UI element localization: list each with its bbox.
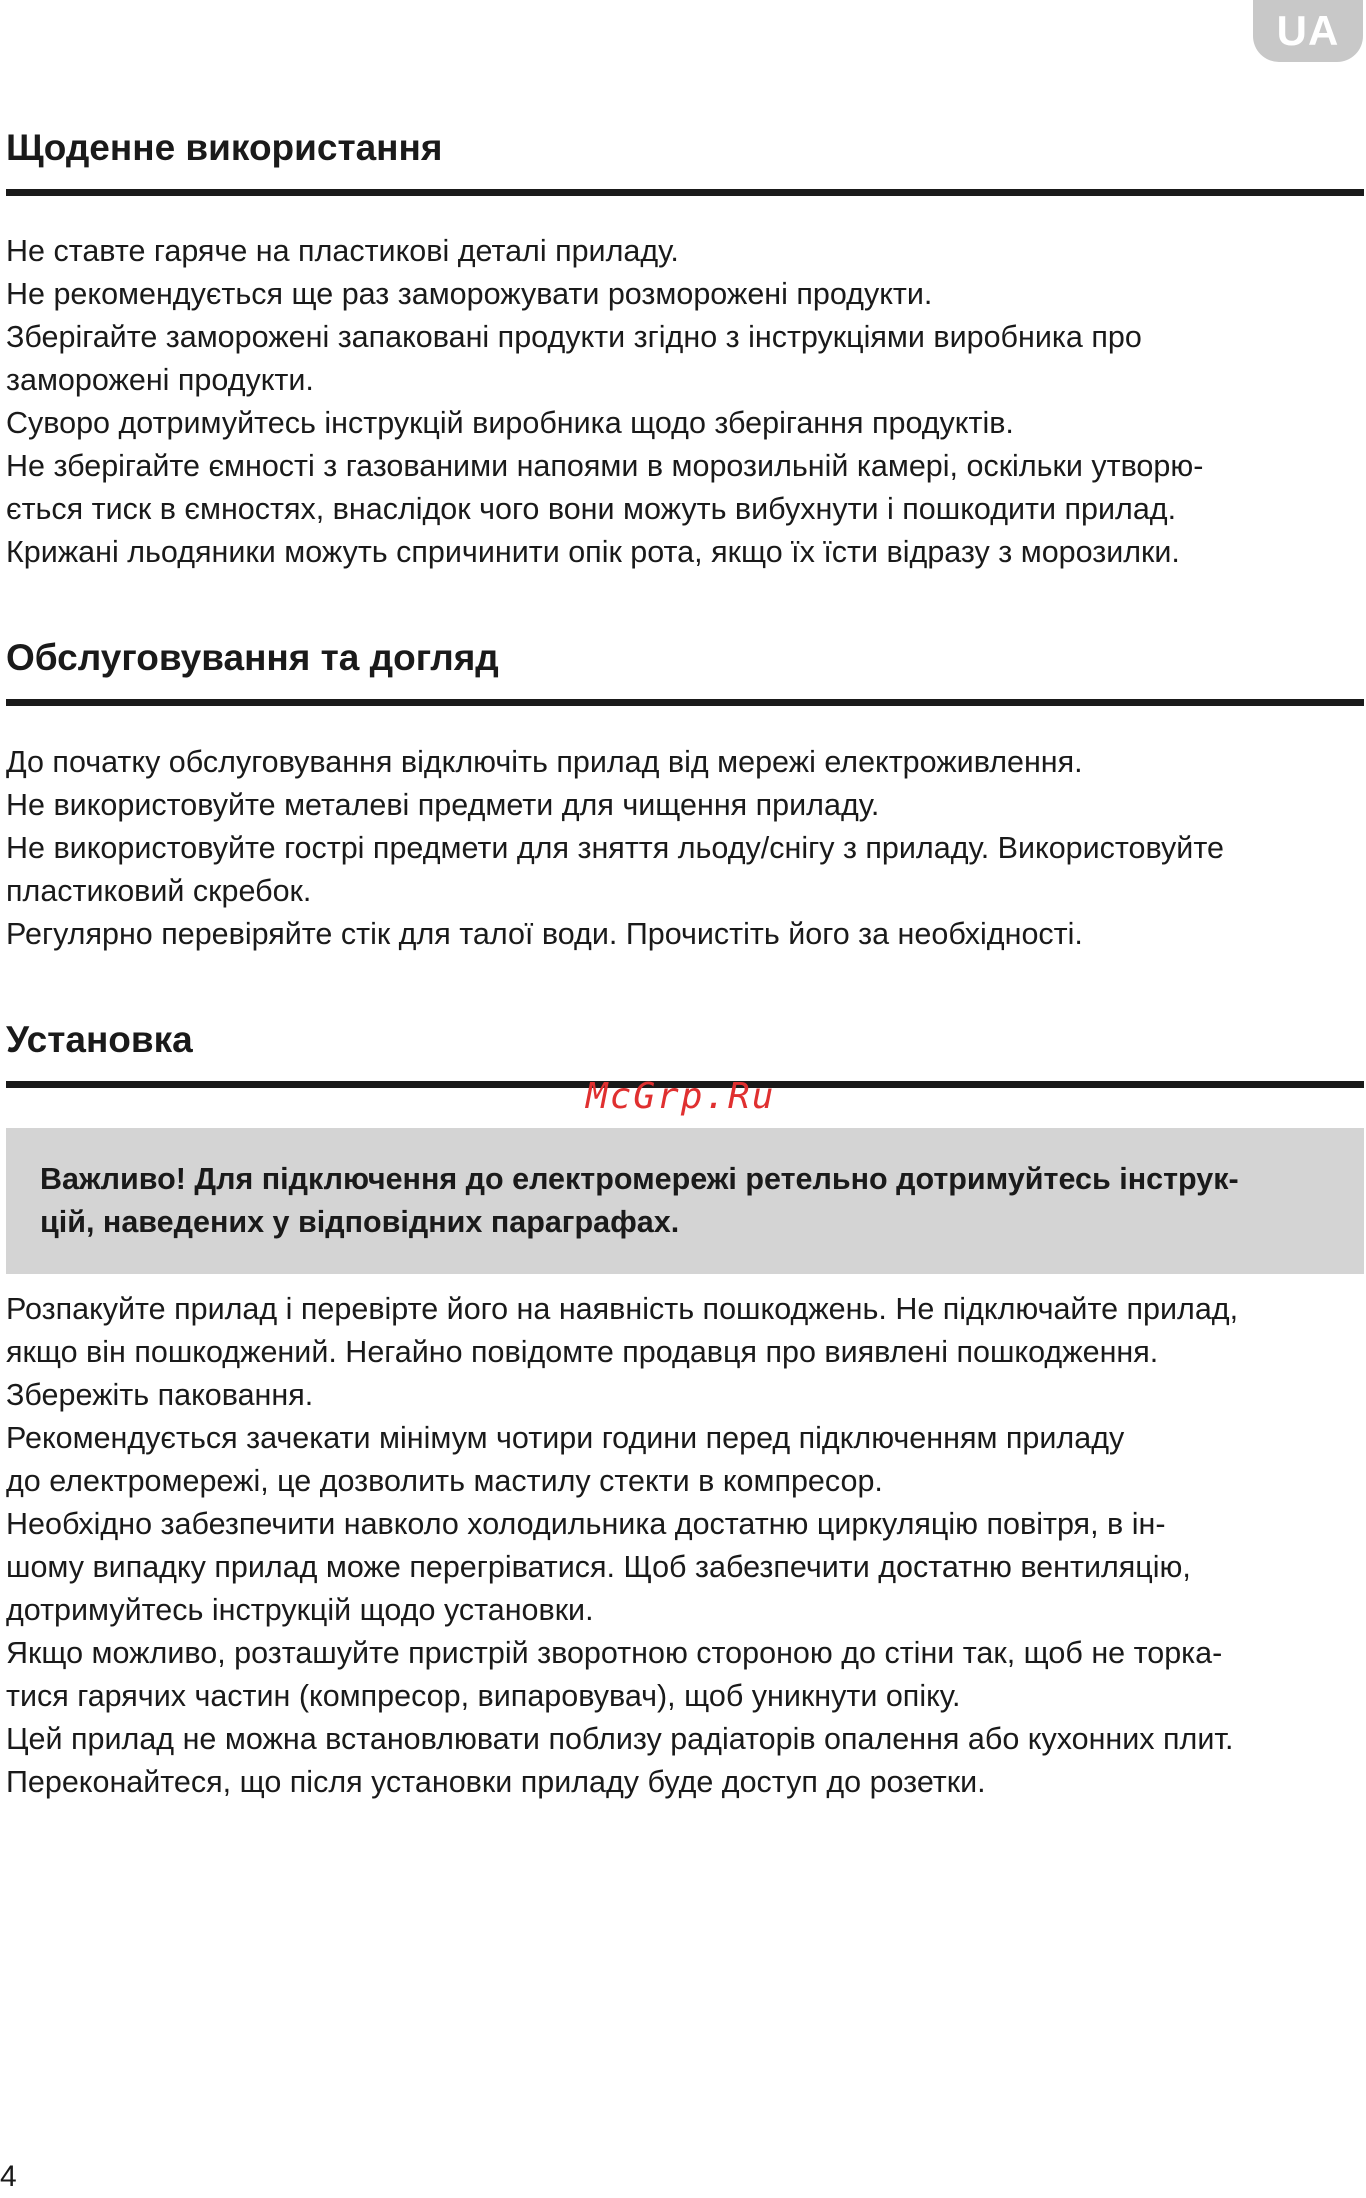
paragraph-line: Не ставте гаряче на пластикові деталі приладу. bbox=[6, 234, 679, 268]
paragraph-line: Крижані льодяники можуть спричинити опік рота, якщо їх їсти відразу з морозилки. bbox=[6, 535, 1180, 569]
daily-use-text bbox=[6, 230, 1366, 574]
language-badge: UA bbox=[1253, 0, 1363, 62]
paragraph-line: шому випадку прилад може перегріватися. Щоб забезпечити достатню вентиляцію, bbox=[6, 1550, 1191, 1584]
paragraph-line: Суворо дотримуйтесь інструкцій виробника щодо зберігання продуктів. bbox=[6, 406, 1014, 440]
paragraph-line: Регулярно перевіряйте стік для талої води. Прочистіть його за необхідності. bbox=[6, 917, 1083, 951]
paragraph-line: Якщо можливо, розташуйте пристрій зворотною стороною до стіни так, щоб не торка- bbox=[6, 1636, 1223, 1670]
paragraph-line: Не використовуйте металеві предмети для чищення приладу. bbox=[6, 788, 880, 822]
paragraph-line: Рекомендується зачекати мінімум чотири години перед підключенням приладу bbox=[6, 1421, 1125, 1455]
paragraph-line: Не використовуйте гострі предмети для зняття льоду/снігу з приладу. Використовуйте bbox=[6, 831, 1224, 865]
paragraph-line: тися гарячих частин (компресор, випаровувач), щоб уникнути опіку. bbox=[6, 1679, 961, 1713]
paragraph-line: до електромережі, це дозволить мастилу стекти в компресор. bbox=[6, 1464, 883, 1498]
paragraph-line: Не рекомендується ще раз заморожувати розморожені продукти. bbox=[6, 277, 933, 311]
paragraph-line: ється тиск в ємностях, внаслідок чого вони можуть вибухнути і пошкодити прилад. bbox=[6, 492, 1177, 526]
paragraph-line: Зберігайте заморожені запаковані продукти згідно з інструкціями виробника про bbox=[6, 320, 1142, 354]
paragraph-line: якщо він пошкоджений. Негайно повідомте продавця про виявлені пошкодження. bbox=[6, 1335, 1159, 1369]
paragraph-line: Не зберігайте ємності з газованими напоями в морозильній камері, оскільки утворю- bbox=[6, 449, 1204, 483]
section-divider-daily-use bbox=[6, 189, 1364, 196]
paragraph-line: Розпакуйте прилад і перевірте його на наявність пошкоджень. Не підключайте прилад, bbox=[6, 1292, 1239, 1326]
section-title-maintenance: Обслуговування та догляд bbox=[6, 637, 499, 678]
section-title-daily-use: Щоденне використання bbox=[6, 127, 443, 168]
section-title-installation: Установка bbox=[6, 1019, 193, 1060]
paragraph-line: До початку обслуговування відключіть прилад від мережі електроживлення. bbox=[6, 745, 1083, 779]
paragraph-line: пластиковий скребок. bbox=[6, 874, 312, 908]
section-divider-maintenance bbox=[6, 699, 1364, 706]
paragraph-line: Цей прилад не можна встановлювати поблизу радіаторів опалення або кухонних плит. bbox=[6, 1722, 1234, 1756]
maintenance-text bbox=[6, 741, 1366, 956]
installation-text bbox=[6, 1288, 1366, 1804]
watermark: McGrp.Ru bbox=[586, 1076, 776, 1117]
important-notice bbox=[6, 1128, 1364, 1274]
page-number: 4 bbox=[0, 2160, 17, 2193]
paragraph-line: Збережіть паковання. bbox=[6, 1378, 314, 1412]
paragraph-line: дотримуйтесь інструкцій щодо установки. bbox=[6, 1593, 594, 1627]
notice-line: Важливо! Для підключення до електромережі ретельно дотримуйтесь інструк- bbox=[40, 1162, 1239, 1196]
paragraph-line: заморожені продукти. bbox=[6, 363, 314, 397]
notice-line: цій, наведених у відповідних параграфах. bbox=[40, 1205, 680, 1239]
paragraph-line: Переконайтеся, що після установки приладу буде доступ до розетки. bbox=[6, 1765, 986, 1799]
paragraph-line: Необхідно забезпечити навколо холодильника достатню циркуляцію повітря, в ін- bbox=[6, 1507, 1166, 1541]
